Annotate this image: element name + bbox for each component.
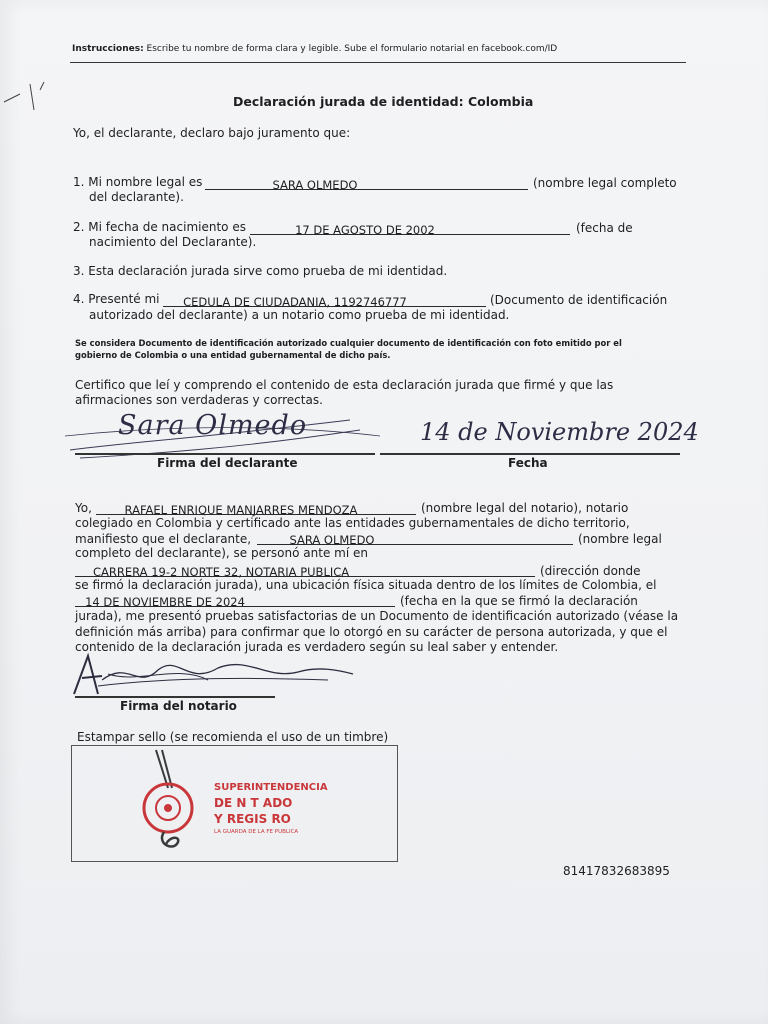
notary-address: CARRERA 19-2 NORTE 32, NOTARIA PUBLICA (93, 565, 350, 579)
declarant-signature-label: Firma del declarante (157, 456, 298, 470)
notary-declarant: SARA OLMEDO (289, 533, 375, 547)
page-title: Declaración jurada de identidad: Colombia (233, 94, 534, 109)
notary-line10: contenido de la declaración jurada es verdadero según su leal saber y entender. (75, 640, 559, 654)
date-handwriting: 14 de Noviembre 2024 (420, 418, 699, 446)
notary-name-suffix: (nombre legal del notario), notario (421, 501, 629, 515)
header-rule (70, 62, 686, 63)
notary-line3-prefix: manifiesto que el declarante, (75, 532, 252, 546)
item2-field (250, 219, 570, 235)
notary-signature (68, 650, 368, 700)
stamp-line2: DE N T ADO (214, 796, 293, 810)
stamp-line3: Y REGIS RO (214, 812, 291, 826)
notary-yo: Yo, (75, 501, 92, 515)
stamp-line4: LA GUARDA DE LA FE PUBLICA (214, 829, 299, 835)
stamp-line1: SUPERINTENDENCIA (214, 782, 328, 793)
notary-name: RAFAEL ENRIQUE MANJARRES MENDOZA (124, 503, 358, 517)
notary-line4: completo del declarante), se personó ante mí en (75, 546, 368, 560)
notary-address-suffix: (dirección donde (540, 564, 641, 578)
declarant-signature-line (75, 453, 375, 455)
item1-field (205, 174, 528, 190)
item2-suffix: (fecha de (576, 221, 633, 235)
margin-mark (0, 80, 60, 120)
item1-continuation: del declarante). (89, 190, 184, 204)
item3-text: 3. Esta declaración jurada sirve como prueba de mi identidad. (73, 264, 448, 278)
notary-signature-label: Firma del notario (120, 699, 237, 713)
instructions-text: Escribe tu nombre de forma clara y legible. Sube el formulario notarial en facebook.com/ID (146, 44, 558, 54)
notary-address-field (75, 561, 535, 577)
notary-line9: definición más arriba) para confirmar que lo otorgó en su carácter de persona autorizada, y que el (75, 625, 668, 639)
item1-suffix: (nombre legal completo (533, 176, 677, 190)
notary-name-field (96, 499, 416, 515)
note-line1: Se considera Documento de identificación autorizado cualquier documento de identificación con foto emitido por el (75, 338, 622, 348)
item2-prefix: 2. Mi fecha de nacimiento es (73, 220, 246, 234)
date-line (380, 453, 680, 455)
declarant-signature: Sara Olmedo (118, 410, 308, 441)
intro-text: Yo, el declarante, declaro bajo juramento que: (73, 126, 351, 140)
stamp-emblem (134, 748, 194, 860)
seal-label: Estampar sello (se recomienda el uso de un timbre) (77, 730, 389, 744)
item4-prefix: 4. Presenté mi (73, 292, 160, 306)
certify-line1: Certifico que leí y comprendo el contenido de esta declaración jurada que firmé y que las (75, 378, 614, 392)
item2-value: 17 DE AGOSTO DE 2002 (295, 223, 435, 237)
notary-date: 14 DE NOVIEMBRE DE 2024 (85, 595, 245, 609)
item4-suffix: (Documento de identificación (490, 293, 668, 307)
instructions-line (72, 44, 557, 54)
item4-continuation: autorizado del declarante) a un notario como prueba de mi identidad. (89, 308, 510, 322)
notary-date-suffix: (fecha en la que se firmó la declaración (400, 594, 638, 608)
notary-line2: colegiado en Colombia y certificado ante las entidades gubernamentales de dicho territorio, (75, 516, 630, 530)
notary-signature-line (75, 696, 275, 698)
notary-line3-suffix: (nombre legal (578, 532, 662, 546)
notary-date-field (75, 591, 395, 607)
item2-continuation: nacimiento del Declarante). (89, 235, 257, 249)
item1-prefix: 1. Mi nombre legal es (73, 175, 203, 189)
notary-line8: jurada), me presentó pruebas satisfactorias de un Documento de identificación autorizado (véase la (75, 609, 679, 623)
instructions-label: Instrucciones: (72, 44, 144, 54)
item1-value: SARA OLMEDO (272, 178, 358, 192)
item4-field (163, 291, 486, 307)
notary-declarant-field (257, 529, 573, 545)
certify-line2: afirmaciones son verdaderas y correctas. (75, 393, 323, 407)
item4-value: CEDULA DE CIUDADANIA, 1192746777 (183, 295, 407, 309)
document-number: 81417832683895 (563, 864, 670, 878)
notary-line6: se firmó la declaración jurada), una ubicación física situada dentro de los límites de Colombia, el (75, 578, 657, 592)
date-label: Fecha (508, 456, 548, 470)
seal-box (71, 745, 398, 862)
note-line2: gobierno de Colombia o una entidad gubernamental de dicho país. (75, 350, 391, 360)
